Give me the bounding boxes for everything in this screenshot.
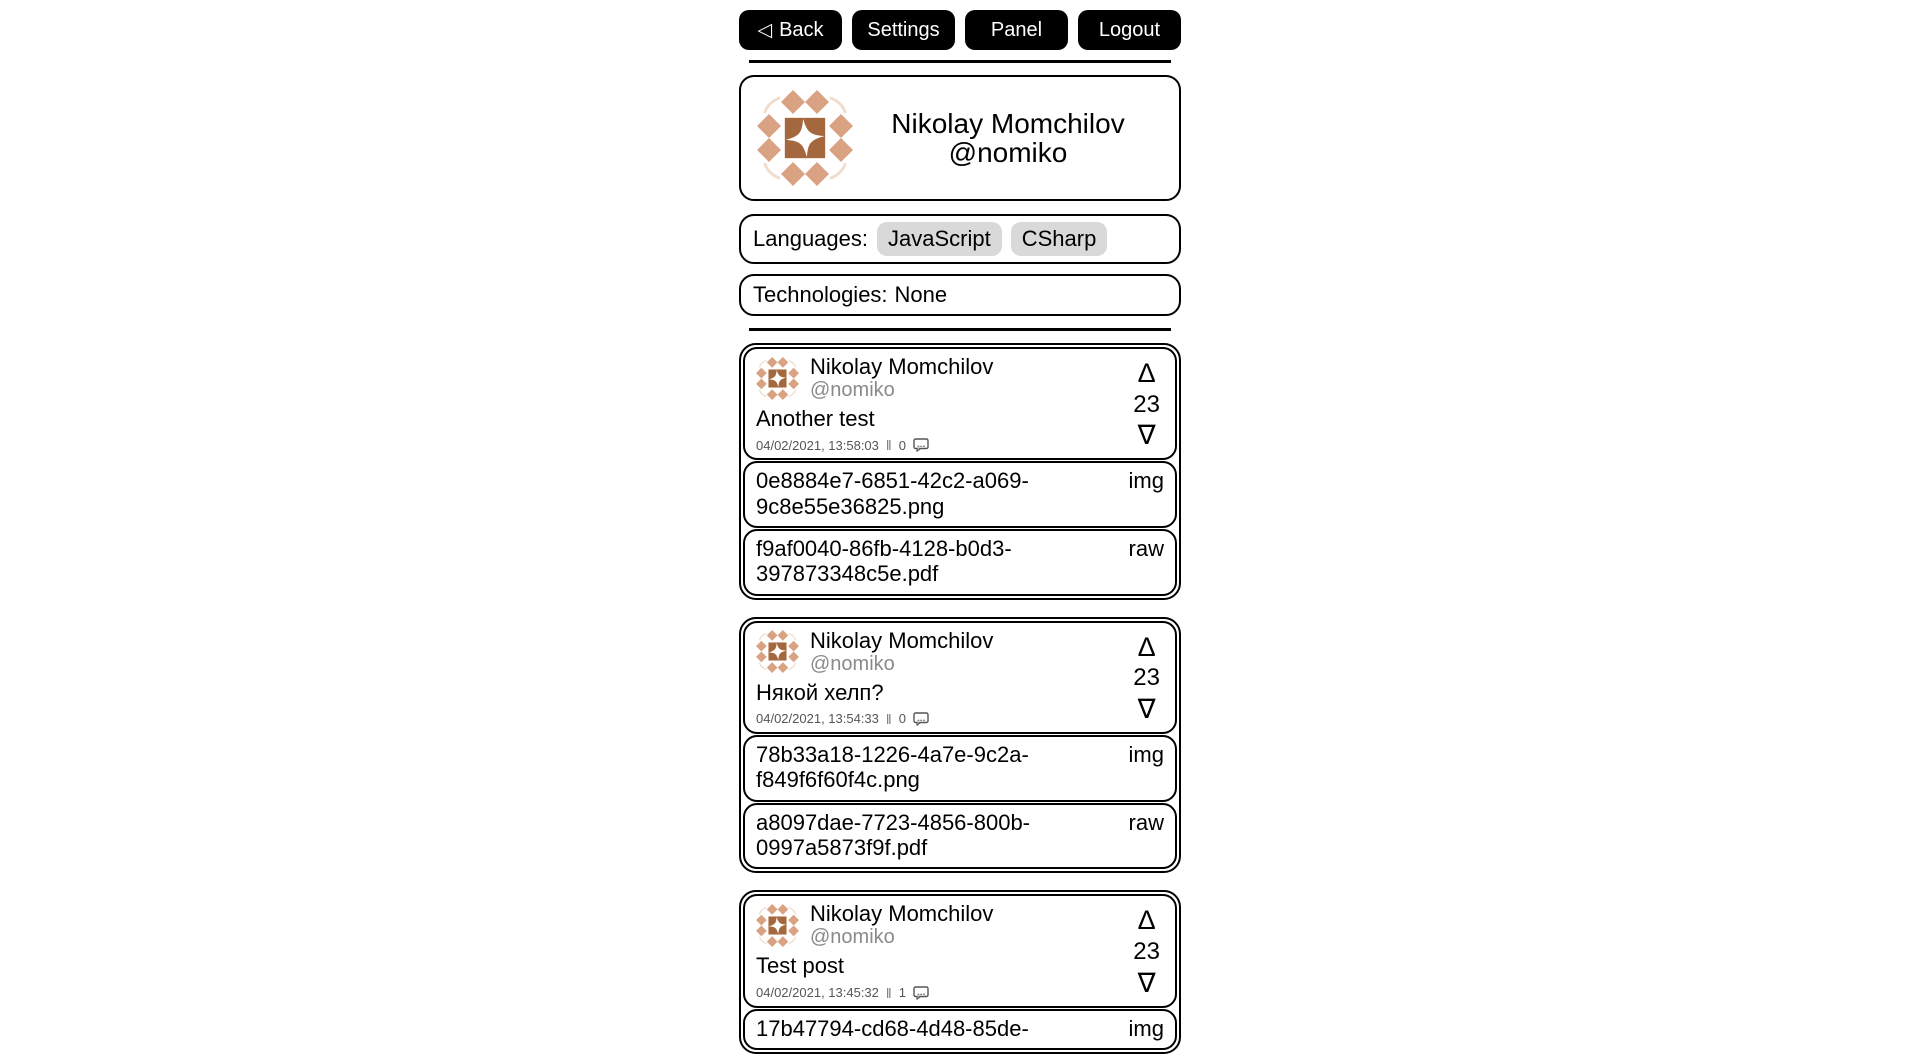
comment-icon [913,986,929,1000]
post-header[interactable] [743,894,1177,1007]
post-meta [756,437,1164,453]
technologies-card [739,274,1181,316]
post-author-name: Nikolay Momchilov [810,354,994,379]
back-button[interactable] [739,10,842,50]
post-meta [756,711,1164,727]
post-author-name: Nikolay Momchilov [810,901,994,927]
attachment-type-badge: img [1128,468,1164,494]
main-column [739,0,1181,1054]
vote-score: 23 [1133,664,1160,692]
post-title: Another test [756,406,875,432]
profile-names [853,109,1163,168]
separator-icon: ‖ [885,437,892,454]
attachment-filename: 78b33a18-1226-4a7e-9c2a-f849f6f60f4c.png [756,741,1029,793]
post-card [739,890,1181,1054]
upvote-button[interactable]: Δ [1137,905,1156,936]
profile-name: Nikolay Momchilov [891,107,1125,139]
post-header[interactable] [743,621,1177,734]
languages-label: Languages: [753,226,868,251]
panel-button[interactable] [965,10,1068,50]
language-tag-csharp: CSharp [1011,222,1108,256]
post-votes [1133,631,1160,724]
post-comment-count: 0 [898,437,906,453]
divider [749,60,1171,63]
top-nav [739,10,1181,50]
post-card [739,343,1181,600]
separator-icon: ‖ [885,710,892,727]
attachment-row[interactable] [743,529,1177,596]
attachment-row[interactable] [743,803,1177,870]
post-votes [1133,907,1160,996]
post-header[interactable] [743,347,1177,460]
post-avatar [756,630,799,673]
technologies-value: None [894,282,948,307]
attachment-filename: f9af0040-86fb-4128-b0d3-397873348c5e.pdf [756,535,1012,587]
post-votes [1133,360,1160,449]
post-author-handle: @nomiko [810,926,895,949]
upvote-button[interactable]: Δ [1137,358,1156,388]
profile-handle: @nomiko [948,137,1068,168]
profile-card [739,75,1181,201]
attachment-row[interactable] [743,735,1177,802]
post-timestamp: 04/02/2021, 13:54:33 [756,711,879,727]
vote-score: 23 [1133,937,1160,965]
attachment-row[interactable] [743,1009,1177,1050]
settings-button[interactable] [852,10,955,50]
back-button-label: Back [779,18,824,41]
post-title: Някой хелп? [756,679,884,705]
language-tag-javascript: JavaScript [877,222,1002,256]
back-arrow-icon: ◁ [757,19,773,41]
post-author-row [756,629,1164,675]
post-author-row [756,902,1164,948]
post-author-name: Nikolay Momchilov [810,627,994,653]
attachment-type-badge: img [1128,1015,1164,1041]
post-card [739,617,1181,874]
divider [749,328,1171,331]
vote-score: 23 [1133,390,1160,418]
post-author-handle: @nomiko [810,652,895,675]
comment-icon [913,438,929,452]
attachment-type-badge: raw [1128,535,1164,561]
post-comment-count: 1 [898,985,906,1000]
downvote-button[interactable]: ∇ [1137,693,1156,724]
post-author-handle: @nomiko [810,379,895,402]
downvote-button[interactable]: ∇ [1137,967,1156,998]
languages-card [739,214,1181,264]
downvote-button[interactable]: ∇ [1137,420,1156,451]
post-author-row [756,355,1164,401]
logout-button-label: Logout [1098,18,1161,41]
settings-button-label: Settings [867,18,940,41]
comment-icon [913,712,929,726]
upvote-button[interactable]: Δ [1137,631,1156,662]
post-avatar [756,357,799,400]
attachment-filename: 0e8884e7-6851-42c2-a069-9c8e55e36825.png [756,468,1029,519]
logout-button[interactable] [1078,10,1181,50]
attachment-type-badge: img [1128,741,1164,767]
post-timestamp: 04/02/2021, 13:58:03 [756,437,879,453]
post-timestamp: 04/02/2021, 13:45:32 [756,985,879,1000]
post-avatar [756,904,799,947]
technologies-label: Technologies: [753,282,888,307]
attachment-type-badge: raw [1128,809,1164,835]
attachment-row[interactable] [743,461,1177,528]
post-meta [756,985,1164,1001]
post-title: Test post [756,953,845,979]
attachment-filename: 17b47794-cd68-4d48-85de- [756,1015,1029,1041]
post-comment-count: 0 [898,711,906,727]
panel-button-label: Panel [990,18,1043,41]
profile-avatar [757,90,853,186]
attachment-filename: a8097dae-7723-4856-800b-0997a5873f9f.pdf [756,809,1031,860]
separator-icon: ‖ [885,984,892,1001]
